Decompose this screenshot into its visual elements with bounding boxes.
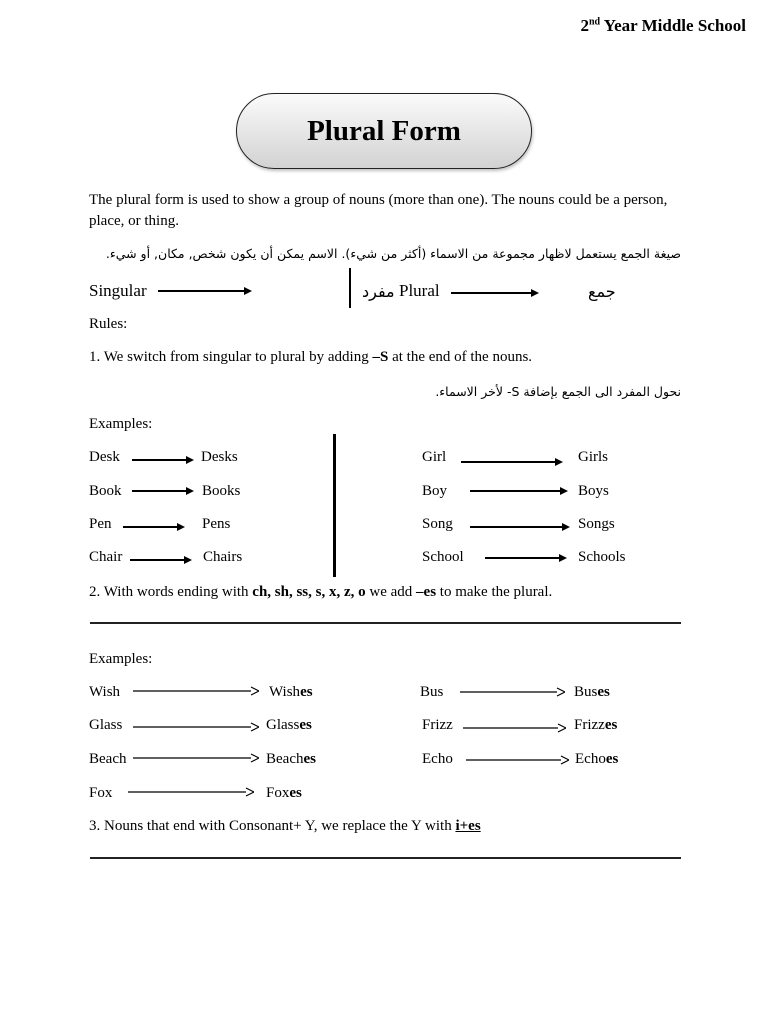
example-arrow-icon: [470, 521, 570, 533]
example-singular: Bus: [420, 684, 444, 700]
example-plural: Pens: [202, 516, 231, 532]
jam-label: جمع: [588, 282, 616, 301]
rule-2-text: 2. With words ending with ch, sh, ss, s, x, z, o we add –es to make the plural.: [89, 584, 553, 600]
title-box: [236, 93, 532, 169]
example-singular: Desk: [89, 449, 120, 465]
example-plural: Beaches: [266, 751, 316, 767]
example-arrow-icon: [466, 754, 569, 766]
example-plural: Boys: [578, 483, 609, 499]
example-singular: Beach: [89, 751, 127, 767]
example-plural: Chairs: [203, 549, 243, 565]
example-singular: Boy: [422, 483, 448, 499]
example-arrow-icon: [133, 721, 259, 733]
examples-label: Examples:: [89, 651, 153, 667]
example-singular: Chair: [89, 549, 123, 565]
example-arrow-icon: [133, 752, 259, 764]
example-plural: Schools: [578, 549, 626, 565]
example-arrow-icon: [123, 521, 185, 533]
plural-arrow-icon: [451, 287, 539, 299]
example-singular: Book: [89, 483, 122, 499]
example-singular: Fox: [89, 785, 113, 801]
example-plural: Foxes: [266, 785, 302, 801]
example-arrow-icon: [128, 786, 254, 798]
example-arrow-icon: [485, 552, 567, 564]
example-arrow-icon: [133, 685, 259, 697]
example-singular: Song: [422, 516, 453, 532]
example-singular: Girl: [422, 449, 447, 465]
intro-arabic: صيغة الجمع يستعمل لاظهار مجموعة من الاسماء (أكثر من شيء). الاسم يمكن أن يكون شخص, مكان, أو شيء.: [105, 246, 681, 261]
rule-1-arabic: نحول المفرد الى الجمع بإضافة S- لأخر الاسماء.: [435, 384, 681, 399]
example-plural: Songs: [578, 516, 615, 532]
example-singular: Glass: [89, 717, 123, 733]
example-arrow-icon: [470, 485, 568, 497]
rules-label: Rules:: [89, 316, 128, 332]
mufrad-label: مفرد: [362, 282, 395, 301]
example-arrow-icon: [132, 485, 194, 497]
rule-1-text: 1. We switch from singular to plural by adding –S at the end of the nouns.: [89, 349, 533, 365]
examples-label: Examples:: [89, 416, 153, 432]
grade-label: 2nd Year Middle School: [580, 16, 746, 35]
example-plural: Buses: [574, 684, 610, 700]
example-arrow-icon: [461, 456, 563, 468]
plural-label: Plural: [399, 281, 440, 300]
example-plural: Girls: [578, 449, 608, 465]
examples-divider: [333, 434, 336, 577]
example-singular: Frizz: [422, 717, 453, 733]
example-plural: Wishes: [269, 684, 313, 700]
example-plural: Books: [202, 483, 241, 499]
example-singular: School: [422, 549, 464, 565]
singular-arrow-icon: [158, 285, 252, 297]
example-plural: Echoes: [575, 751, 619, 767]
rule-3-text: 3. Nouns that end with Consonant+ Y, we replace the Y with i+es: [89, 818, 481, 834]
example-plural: Desks: [201, 449, 238, 465]
example-arrow-icon: [460, 686, 565, 698]
page-title: Plural Form: [307, 114, 461, 147]
example-singular: Wish: [89, 684, 121, 700]
example-plural: Glasses: [266, 717, 312, 733]
example-plural: Frizzes: [574, 717, 618, 733]
divider-line: [90, 857, 681, 859]
divider-vertical: [349, 268, 351, 308]
intro-english: The plural form is used to show a group of nouns (more than one). The nouns could be a person, place, or thing.: [89, 192, 668, 229]
example-arrow-icon: [463, 722, 566, 734]
example-arrow-icon: [130, 554, 192, 566]
singular-label: Singular: [89, 281, 147, 300]
example-singular: Echo: [422, 751, 453, 767]
divider-line: [90, 622, 681, 624]
example-arrow-icon: [132, 454, 194, 466]
example-singular: Pen: [89, 516, 112, 532]
